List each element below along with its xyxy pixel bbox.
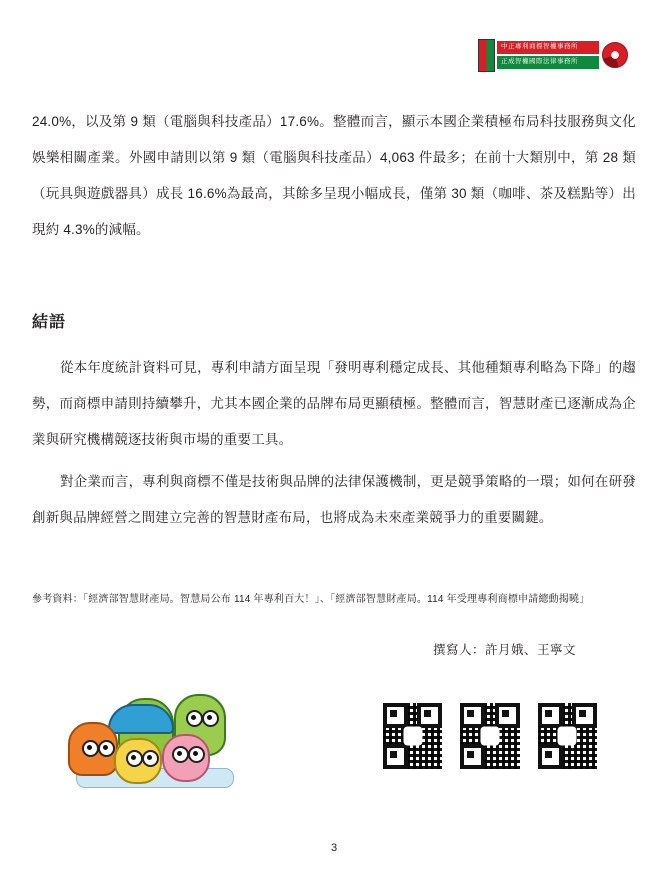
section-title-conclusion: 結語 bbox=[32, 314, 67, 331]
mascot-eye-icon bbox=[186, 710, 203, 727]
mascot-eye-icon bbox=[172, 746, 189, 763]
logo-mark-icon bbox=[478, 39, 495, 72]
facebook-qr-code[interactable] bbox=[457, 700, 522, 772]
firm-logo bbox=[478, 36, 628, 74]
qr-finder-icon bbox=[383, 703, 408, 728]
mascot-eye-icon bbox=[188, 746, 205, 763]
qr-finder-icon bbox=[495, 703, 520, 728]
line-qr-code[interactable] bbox=[380, 700, 445, 772]
mascot-characters-illustration bbox=[62, 694, 244, 786]
page-number: 3 bbox=[330, 842, 338, 854]
mascot-eye-icon bbox=[98, 740, 115, 757]
qr-finder-icon bbox=[538, 703, 563, 728]
qr-finder-icon bbox=[460, 703, 485, 728]
instagram-qr-code[interactable] bbox=[535, 700, 600, 772]
conclusion-paragraph-1: 從本年度統計資料可見，專利申請方面呈現「發明專利穩定成長、其他種類專利略為下降」的趨勢，而商標申請則持續攀升，尤其本國企業的品牌布局更顯積極。整體而言，智慧財產已逐漸成為企業與研究機構競逐技術與市場的重要工具。 bbox=[32, 360, 636, 447]
mascot-eye-icon bbox=[202, 710, 219, 727]
line-icon: L bbox=[403, 727, 422, 746]
facebook-icon: f bbox=[480, 727, 499, 746]
document-content bbox=[32, 104, 636, 658]
instagram-icon bbox=[558, 727, 577, 746]
reference-note: 參考資料：「經濟部智慧財產局。智慧局公布 114 年專利百大！」、「經濟部智慧財產局。114 年受理專利商標申請總動揭曉」 bbox=[32, 594, 590, 605]
mascot-eye-icon bbox=[142, 750, 159, 767]
mascot-blue-hat bbox=[108, 704, 174, 734]
qr-finder-icon bbox=[460, 744, 485, 769]
qr-finder-icon bbox=[572, 703, 597, 728]
qr-finder-icon bbox=[383, 744, 408, 769]
author-line: 撰寫人：許月娥、王寧文 bbox=[432, 643, 576, 657]
logo-text-bars bbox=[497, 39, 599, 72]
qr-finder-icon bbox=[417, 703, 442, 728]
logo-line-1: 中正專利商標智權事務所 bbox=[497, 41, 599, 54]
qr-finder-icon bbox=[538, 744, 563, 769]
conclusion-paragraph-2: 對企業而言，專利與商標不僅是技術與品牌的法律保護機制，更是競爭策略的一環；如何在研發創新與品牌經營之間建立完善的智慧財產布局，也將成為未來產業競爭力的重要關鍵。 bbox=[32, 474, 636, 525]
paragraph-continued: 24.0%，以及第 9 類（電腦與科技產品）17.6%。整體而言，顯示本國企業積極布局科技服務與文化娛樂相關產業。外國申請則以第 9 類（電腦與科技產品）4,063 件最多；在前十大類別中，第 28 類（玩具與遊戲器具）成長 16.6%為最高，其餘多呈現小幅成長，僅第 30 類（咖啡、茶及糕點等）出現約 4.3%的減幅。 bbox=[32, 114, 636, 237]
logo-line-2: 正成智權國際法律事務所 bbox=[497, 56, 599, 69]
logo-swirl-icon bbox=[602, 42, 628, 68]
mascot-eye-icon bbox=[82, 740, 99, 757]
social-qr-codes bbox=[380, 700, 600, 780]
mascot-eye-icon bbox=[126, 750, 143, 767]
conclusion-paragraphs bbox=[32, 350, 636, 536]
